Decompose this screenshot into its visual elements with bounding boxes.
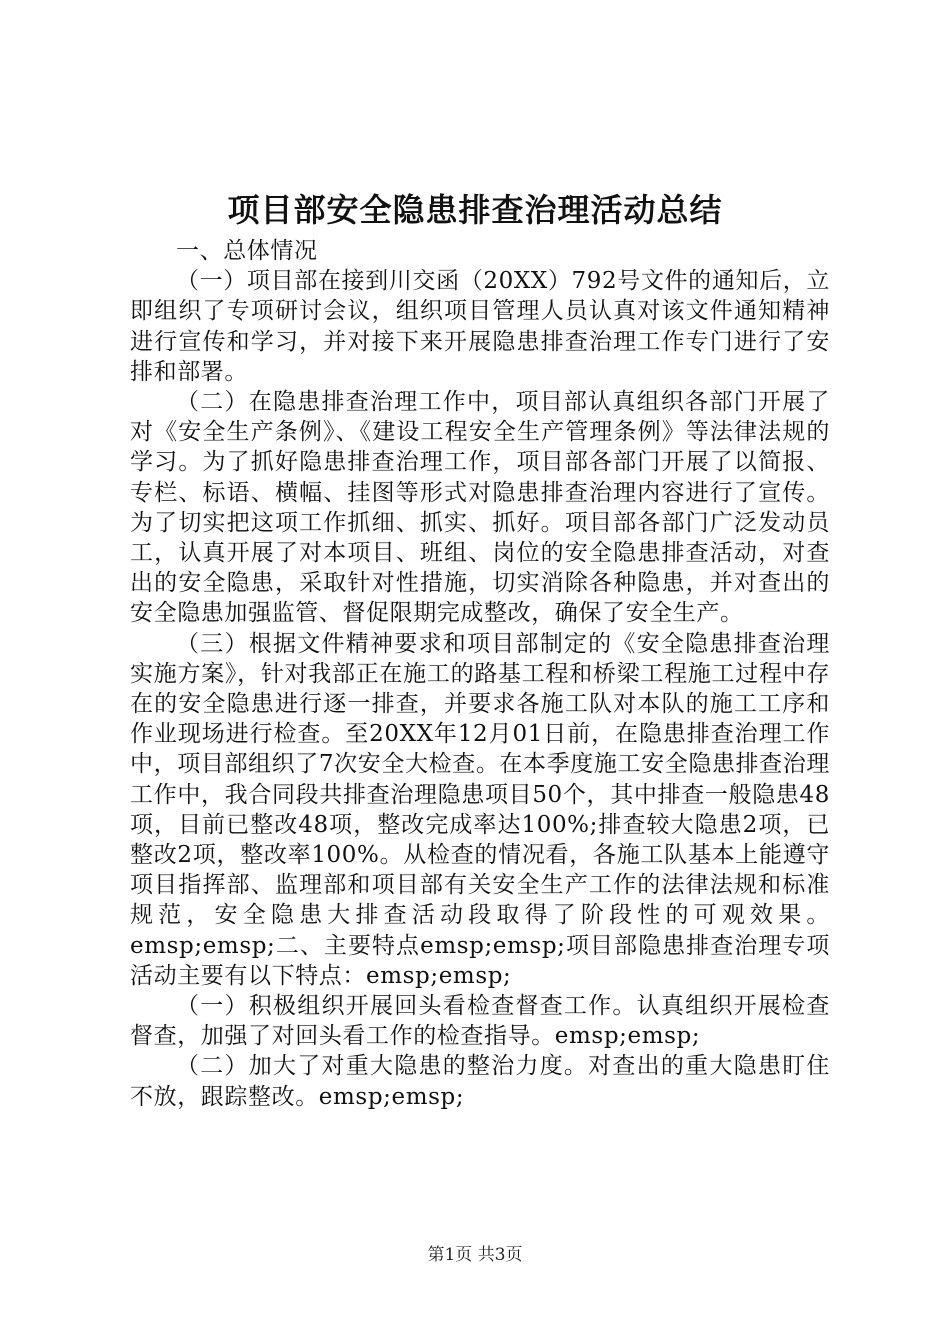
page-footer: 第1页 共3页: [427, 1245, 523, 1265]
paragraph-1: （一）项目部在接到川交函（20XX）792号文件的通知后，立即组织了专项研讨会议，组织项目管理人员认真对该文件通知精神进行宣传和学习，并对接下来开展隐患排查治理工作专门进行了安排和部署。: [130, 268, 830, 385]
document-title: 项目部安全隐患排查治理活动总结: [227, 191, 723, 229]
section-heading-overview: 一、总体情况: [176, 238, 318, 264]
paragraph-5: （二）加大了对重大隐患的整治力度。对查出的重大隐患盯住不放，跟踪整改。emsp;emsp;: [130, 1053, 830, 1110]
paragraph-4: （一）积极组织开展回头看检查督查工作。认真组织开展检查督查，加强了对回头看工作的检查指导。emsp;emsp;: [130, 993, 830, 1050]
paragraph-3: （三）根据文件精神要求和项目部制定的《安全隐患排查治理实施方案》，针对我部正在施工的路基工程和桥梁工程施工过程中存在的安全隐患进行逐一排查，并要求各施工队对本队的施工工序和作业现场进行检查。至20XX年12月01日前，在隐患排查治理工作中，项目部组织了7次安全大检查。在本季度施工安全隐患排查治理工作中，我合同段共排查治理隐患项目50个，其中排查一般隐患48项，目前已整改48项，整改完成率达100%;排查较大隐患2项，已整改2项，整改率100%。从检查的情况看，各施工队基本上能遵守项目指挥部、监理部和项目部有关安全生产工作的法律法规和标准规范，安全隐患大排查活动段取得了阶段性的可观效果。emsp;emsp;二、主要特点emsp;emsp;项目部隐患排查治理专项活动主要有以下特点：emsp;emsp;: [130, 630, 830, 989]
document-body: [130, 236, 830, 1112]
paragraph-2: （二）在隐患排查治理工作中，项目部认真组织各部门开展了对《安全生产条例》、《建设工程安全生产管理条例》等法律法规的学习。为了抓好隐患排查治理工作，项目部各部门开展了以简报、专栏、标语、横幅、挂图等形式对隐患排查治理内容进行了宣传。为了切实把这项工作抓细、抓实、抓好。项目部各部门广泛发动员工，认真开展了对本项目、班组、岗位的安全隐患排查活动，对查出的安全隐患，采取针对性措施，切实消除各种隐患，并对查出的安全隐患加强监管、督促限期完成整改，确保了安全生产。: [130, 389, 830, 627]
